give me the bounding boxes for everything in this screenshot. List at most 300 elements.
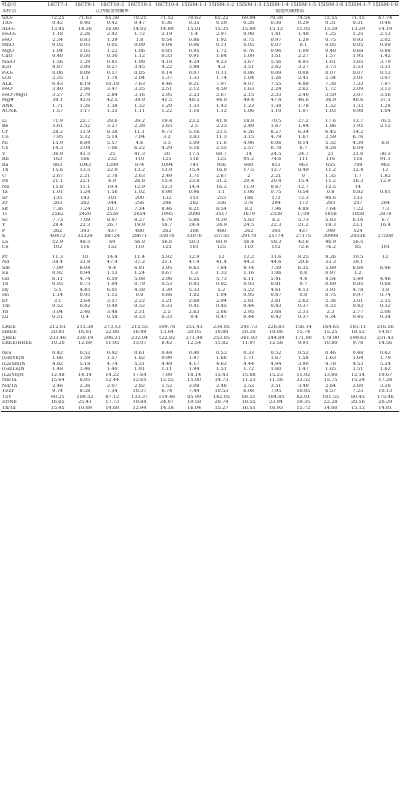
table-cell: 41.4 [216, 260, 227, 265]
table-cell: 2.12 [188, 87, 200, 92]
table-cell: 14.87 [378, 330, 393, 335]
table-cell: 116 [189, 157, 199, 162]
table-cell: 813 [271, 162, 281, 168]
table-cell: 3.07 [379, 76, 391, 81]
table-cell: 14.02 [132, 26, 147, 32]
table-cell: 0.31 [325, 21, 336, 26]
table-cell: 10 [81, 254, 88, 260]
table-cell: 17.5 [188, 151, 200, 157]
table-cell: 0.09 [79, 70, 91, 76]
row-label: Fe₂O₃ [2, 32, 16, 37]
table-cell: 1094 [160, 162, 173, 168]
table-cell: 8.67 [270, 184, 282, 190]
table-cell: 306 [189, 228, 199, 234]
table-cell: 0.06 [52, 70, 63, 76]
table-cell: 1.51 [270, 54, 282, 59]
table-cell: 393 [271, 228, 281, 234]
table-cell: 3.04 [79, 146, 91, 151]
table-cell: 0.94 [79, 271, 91, 276]
table-cell: 3.91 [325, 287, 336, 293]
table-cell: 1.48 [52, 367, 63, 372]
table-cell: 7.23 [352, 389, 364, 394]
table-cell: 5.22 [243, 287, 255, 293]
table-cell: 10.05 [296, 389, 311, 394]
table-cell: 1.72 [325, 87, 336, 92]
table-cell: 8.27 [134, 217, 145, 223]
table-cell: 4.3 [217, 65, 226, 70]
table-cell: 0.96 [188, 190, 200, 195]
table-cell: 20.74 [214, 400, 229, 405]
table-cell: 11.05 [296, 26, 311, 32]
table-cell: 2.60 [352, 383, 364, 389]
table-cell: 5.18 [79, 361, 91, 367]
table-cell: 29170 [241, 234, 257, 239]
table-cell: 1.29 [79, 59, 91, 65]
table-cell: 0.43 [270, 304, 282, 309]
sample-id-line1: 15ISM- [290, 3, 309, 8]
table-cell: 253 [216, 195, 226, 201]
table-cell: 2654 [133, 212, 146, 217]
table-cell: 230.19 [76, 335, 94, 341]
row-label: Ce [2, 245, 9, 250]
table-cell: 0.44 [243, 315, 255, 320]
table-cell: 5.14 [106, 135, 118, 140]
table-cell: 5.83 [325, 217, 336, 223]
row-label: ACNK [2, 109, 17, 114]
table-cell: 6.9 [108, 179, 117, 184]
table-cell: 10.89 [71, 406, 98, 412]
table-cell: 2.78 [106, 173, 118, 179]
table-cell: 0.96 [270, 48, 282, 54]
table-cell: 8.27 [270, 129, 282, 135]
table-cell: 8.2 [244, 206, 253, 212]
table-cell: 122.82 [158, 335, 176, 341]
table-cell: 18.3 [325, 223, 336, 228]
table-cell: 3.16 [134, 92, 145, 98]
row-label: Gd [2, 276, 9, 282]
table-cell: 5.16 [188, 129, 200, 135]
row-label: Ba [2, 162, 9, 168]
row-label: Yb [2, 309, 9, 315]
row-label: Be [2, 124, 9, 129]
table-cell: 0.73 [79, 282, 91, 287]
table-cell: 3.08 [188, 383, 200, 389]
table-cell: 12.14 [351, 372, 365, 378]
table-cell: 56.8 [134, 239, 145, 245]
table-cell: 166 [80, 157, 90, 162]
table-cell: 13.07 [132, 341, 147, 346]
table-cell: 6.57 [325, 389, 336, 394]
row-label: MnO [2, 43, 14, 48]
table-cell: 2.21 [79, 173, 91, 179]
table-cell: 1.04 [379, 109, 391, 114]
table-cell: 39.1 [52, 98, 63, 103]
table-cell: 262 [162, 228, 172, 234]
table-cell: 28.6 [106, 118, 118, 124]
table-cell: 21.1 [52, 179, 63, 184]
table-cell: 11.95 [105, 341, 120, 346]
table-cell: 1.58 [297, 356, 309, 361]
table-cell: 1.41 [270, 32, 282, 37]
sample-id-line1: 15ISM- [345, 3, 363, 8]
table-cell: 3.89 [79, 65, 91, 70]
table-cell: 1858 [324, 212, 337, 217]
table-cell: 12.48 [50, 372, 65, 378]
table-cell: 0.97 [270, 37, 282, 43]
table-cell: 3.27 [106, 124, 118, 129]
row-label: Th [2, 168, 9, 173]
table-cell: 0.34 [325, 315, 336, 320]
table-cell: 19.9 [134, 223, 145, 228]
table-cell: 262 [53, 228, 63, 234]
table-cell: 23.5 [216, 129, 227, 135]
table-cell: 76.5 [379, 118, 391, 124]
table-cell: 71.15 [351, 15, 365, 21]
table-cell: 0.76 [243, 48, 255, 54]
table-cell: 18.14 [187, 372, 201, 378]
table-cell: 1.71 [188, 173, 200, 179]
row-label: FeOᵀ/MgO [2, 92, 28, 98]
table-cell: 6.76 [352, 135, 364, 140]
table-cell: 2.86 [79, 87, 91, 92]
table-cell: 0.48 [379, 21, 391, 26]
table-cell: 3.53 [352, 65, 364, 70]
table-cell: 7.96 [270, 206, 282, 212]
table-cell: 296 [162, 201, 172, 206]
table-cell: 4.45 [79, 287, 91, 293]
table-cell: 72.55 [323, 15, 338, 21]
table-cell: 0.52 [79, 350, 91, 356]
table-cell: 43.0 [79, 98, 91, 103]
table-cell: 1.64 [352, 356, 364, 361]
table-cell: 16.04 [180, 406, 207, 412]
table-cell: 1.38 [270, 103, 282, 109]
table-cell: 133.37 [131, 394, 148, 400]
table-cell: 273.33 [103, 324, 121, 330]
table-cell: 2.55 [216, 146, 227, 151]
table-cell: 11.6 [270, 254, 282, 260]
table-cell: 2.22 [134, 298, 145, 304]
table-cell: 0.62 [379, 350, 391, 356]
table-cell: 251.43 [185, 324, 203, 330]
table-cell: 2.82 [134, 383, 145, 389]
table-cell: 5.16 [188, 146, 200, 151]
table-cell: 1.57 [52, 109, 63, 114]
table-cell: 74.6 [270, 157, 282, 162]
table-cell: 2.36 [325, 298, 336, 304]
table-cell: 12.5 [325, 184, 336, 190]
table-cell: 39.9 [134, 98, 145, 103]
table-cell: 1.25 [352, 32, 364, 37]
row-label: FeO [2, 37, 12, 43]
table-cell: 142.05 [213, 394, 230, 400]
table-cell: 0.36 [161, 21, 173, 26]
table-cell: 21.2 [297, 223, 309, 228]
table-cell: 175.46 [376, 394, 394, 400]
table-cell: 7.84 [216, 265, 227, 271]
table-cell: 16.51 [235, 406, 262, 412]
table-cell: 21774 [268, 234, 284, 239]
table-cell: 12.65 [132, 378, 147, 383]
table-cell: 3517 [215, 212, 228, 217]
table-cell: 90.21 [50, 394, 65, 400]
table-cell: 2.21 [161, 298, 173, 304]
table-cell: 1.29 [161, 103, 173, 109]
table-cell: 132 [107, 245, 117, 250]
table-cell: 0.07 [188, 70, 200, 76]
table-cell: 2.35 [379, 298, 391, 304]
table-cell: 11.23 [241, 378, 256, 383]
table-cell: 4.87 [52, 65, 63, 70]
table-cell: 3.49 [297, 383, 309, 389]
table-cell: 10.20 [50, 341, 65, 346]
table-cell: 1.37 [161, 76, 173, 81]
table-cell: 68.51 [241, 394, 256, 400]
table-cell: 14.4 [106, 254, 118, 260]
table-cell: 0.75 [243, 37, 255, 43]
table-cell: 6.7 [381, 217, 390, 223]
table-cell: 71.63 [78, 15, 92, 21]
table-cell: 2.62 [297, 87, 309, 92]
table-cell: 1.60 [270, 367, 282, 372]
table-cell: 1.09 [297, 48, 309, 54]
table-cell: 200 [134, 195, 145, 201]
row-label: Lu [2, 315, 9, 320]
table-cell: 60.9 [216, 239, 227, 245]
table-cell: 4.24 [188, 59, 200, 65]
table-cell: 0.44 [243, 304, 255, 309]
table-cell: 1.63 [325, 356, 336, 361]
table-cell: 14.56 [378, 341, 393, 346]
table-cell: 0.45 [216, 304, 227, 309]
table-cell: 256 [134, 201, 145, 206]
table-cell: 71.52 [159, 15, 174, 21]
row-label: (Gd/Lu)N [2, 367, 25, 372]
row-label: Cs [2, 146, 9, 151]
table-cell: 19.84 [132, 400, 147, 405]
table-cell: 26.8 [134, 179, 145, 184]
table-cell: 1.32 [325, 103, 336, 109]
table-cell: 1.63 [243, 87, 255, 92]
table-cell: 13.2 [134, 168, 145, 173]
table-cell: 8.19 [79, 81, 91, 87]
table-cell: 0.32 [379, 304, 391, 309]
table-cell: 15.27 [208, 406, 235, 412]
table-cell: 13.29 [351, 26, 365, 32]
table-cell: 2.67 [52, 173, 63, 179]
table-cell: 0.32 [134, 304, 145, 309]
table-cell: 3.27 [297, 65, 309, 70]
table-cell: 0.29 [297, 21, 309, 26]
table-cell: 20.4 [243, 179, 255, 184]
table-cell: 0.05 [134, 70, 145, 76]
table-cell: 1.22 [161, 109, 173, 114]
table-cell: 2.68 [188, 298, 200, 304]
table-cell: 10.53 [214, 389, 229, 394]
table-cell: 4.78 [325, 361, 336, 367]
table-cell: 1.05 [79, 48, 91, 54]
table-cell: 8.42 [161, 341, 173, 346]
table-cell: 71.9 [52, 118, 63, 124]
table-cell: 2.41 [297, 76, 309, 81]
table-cell: 3.01 [352, 76, 364, 81]
table-cell: 10.5 [352, 254, 364, 260]
table-cell: 12.4 [352, 168, 364, 173]
table-cell: 16.3 [352, 179, 364, 184]
table-cell: 1.16 [243, 271, 255, 276]
table-cell: 2.84 [106, 92, 118, 98]
table-cell: 1.24 [134, 271, 145, 276]
row-label: Ti [2, 212, 7, 217]
table-cell: 4.54 [325, 276, 336, 282]
table-cell: 0.30 [270, 21, 282, 26]
table-cell: 21.6 [352, 151, 364, 157]
table-cell: 2.12 [379, 32, 391, 37]
table-cell: 14.00 [317, 406, 344, 412]
row-label: (La/Yb)N [2, 372, 24, 378]
table-cell: 181.11 [349, 324, 367, 330]
table-cell: 1.25 [325, 32, 336, 37]
table-cell: 72.6 [297, 245, 309, 250]
table-cell: 19.58 [187, 400, 201, 405]
table-cell: 1.1 [81, 76, 89, 81]
table-cell: 27.2 [297, 118, 309, 124]
table-cell: 3.57 [106, 298, 118, 304]
table-cell: 1.3 [190, 271, 198, 276]
table-cell: 3.83 [188, 135, 200, 140]
table-cell: 5.08 [134, 276, 145, 282]
table-cell: 52.9 [52, 239, 63, 245]
row-label: δEu [2, 350, 12, 356]
table-cell: 76.2 [325, 245, 336, 250]
table-cell: 27175 [295, 234, 311, 239]
table-cell: 112 [271, 245, 281, 250]
table-cell: 22.3 [270, 223, 282, 228]
table-cell: 0.4 [190, 315, 198, 320]
table-cell: 18.55 [241, 400, 256, 405]
table-cell: 2.46 [52, 383, 63, 389]
table-cell: 6.35 [297, 265, 309, 271]
table-cell: 20.05 [187, 330, 201, 335]
row-label: Tm [2, 304, 10, 309]
header-label: 样品号 [1, 2, 44, 10]
table-cell: 257 [353, 201, 363, 206]
table-cell: 13.9 [161, 168, 173, 173]
table-cell: 1739 [297, 212, 310, 217]
table-cell: 0.33 [161, 304, 173, 309]
table-cell: 1.10 [270, 109, 282, 114]
table-cell: 25 [109, 151, 116, 157]
table-cell: 13.5 [79, 168, 91, 173]
table-cell: 2.34 [325, 76, 336, 81]
table-cell: 11.6 [216, 140, 227, 146]
sample-id-line1: 15ISM- [317, 3, 336, 8]
table-cell: 2.15 [243, 92, 255, 98]
table-cell: 116 [326, 157, 336, 162]
table-cell: 8.46 [161, 81, 173, 87]
table-cell: 437 [298, 228, 308, 234]
sample-id-line2: -1 [90, 3, 96, 8]
table-cell: 67.74 [378, 15, 393, 21]
table-cell: 72.25 [50, 15, 65, 21]
table-cell: 143 [80, 195, 90, 201]
table-cell: 6.04 [79, 265, 91, 271]
table-cell: 0.47 [216, 315, 227, 320]
table-cell: 6.78 [270, 146, 282, 151]
table-cell: 104.85 [267, 394, 285, 400]
table-cell: 1.29 [106, 37, 118, 43]
table-cell: 10.80 [323, 341, 338, 346]
table-cell: 41.5 [161, 98, 173, 103]
table-cell: 1.72 [216, 48, 227, 54]
table-cell: 660 [244, 162, 254, 168]
row-label: LREE/HREE [2, 341, 33, 346]
table-cell: 0.48 [325, 48, 336, 54]
table-cell: 1.66 [216, 356, 227, 361]
table-cell: 36.9 [325, 98, 336, 103]
table-cell: 0.52 [297, 350, 309, 356]
table-cell: 37.2 [134, 260, 145, 265]
table-cell: 2878 [379, 212, 392, 217]
table-cell: 0.93 [352, 37, 364, 43]
table-cell: 11.3 [216, 135, 227, 140]
table-cell: 31.9 [79, 260, 91, 265]
row-label: Ho [2, 293, 10, 298]
table-cell: 2.67 [216, 173, 227, 179]
table-cell: 12.7 [297, 184, 309, 190]
table-cell: 7.89 [161, 372, 173, 378]
row-label: ANK [2, 103, 14, 109]
table-cell: 2562 [51, 212, 64, 217]
table-cell: 231.43 [376, 335, 394, 341]
table-cell: 1.82 [379, 173, 391, 179]
table-cell: 0.98 [243, 32, 255, 37]
table-cell: 14.73 [214, 378, 229, 383]
table-cell: 15.72 [290, 406, 317, 412]
table-cell: 15.6 [52, 168, 63, 173]
table-cell: 15.45 [44, 406, 71, 412]
table-cell: 16.81 [78, 330, 92, 335]
table-cell: 5.49 [352, 276, 364, 282]
table-cell: 6.25 [188, 276, 200, 282]
table-cell: 863 [53, 162, 63, 168]
table-cell: 0.08 [297, 70, 309, 76]
table-cell: 1.26 [79, 103, 91, 109]
table-cell: 5.57 [106, 140, 118, 146]
table-cell: 1.94 [188, 367, 200, 372]
table-cell: 4.39 [352, 140, 364, 146]
table-cell: 1.67 [270, 124, 282, 129]
table-cell: 7.59 [270, 265, 282, 271]
table-cell: 15.9 [52, 140, 63, 146]
table-cell: 26.7 [106, 223, 118, 228]
table-cell: 2.26 [79, 32, 91, 37]
table-cell: 2.31 [297, 309, 309, 315]
table-cell: 0.8 [299, 271, 308, 276]
table-cell: 179.90 [322, 335, 340, 341]
table-cell: 14.26 [78, 26, 92, 32]
table-cell: 16.7 [161, 223, 173, 228]
table-cell: 11.2 [325, 168, 336, 173]
row-label: Sc [2, 217, 8, 223]
table-cell: 0.05 [52, 43, 63, 48]
table-cell: 101 [107, 195, 117, 201]
table-cell: 1289 [106, 162, 119, 168]
table-cell: 0.07 [270, 43, 282, 48]
table-cell: 37.1 [379, 98, 391, 103]
table-cell: 24.4 [188, 223, 200, 228]
table-cell: 4.6 [135, 140, 144, 146]
